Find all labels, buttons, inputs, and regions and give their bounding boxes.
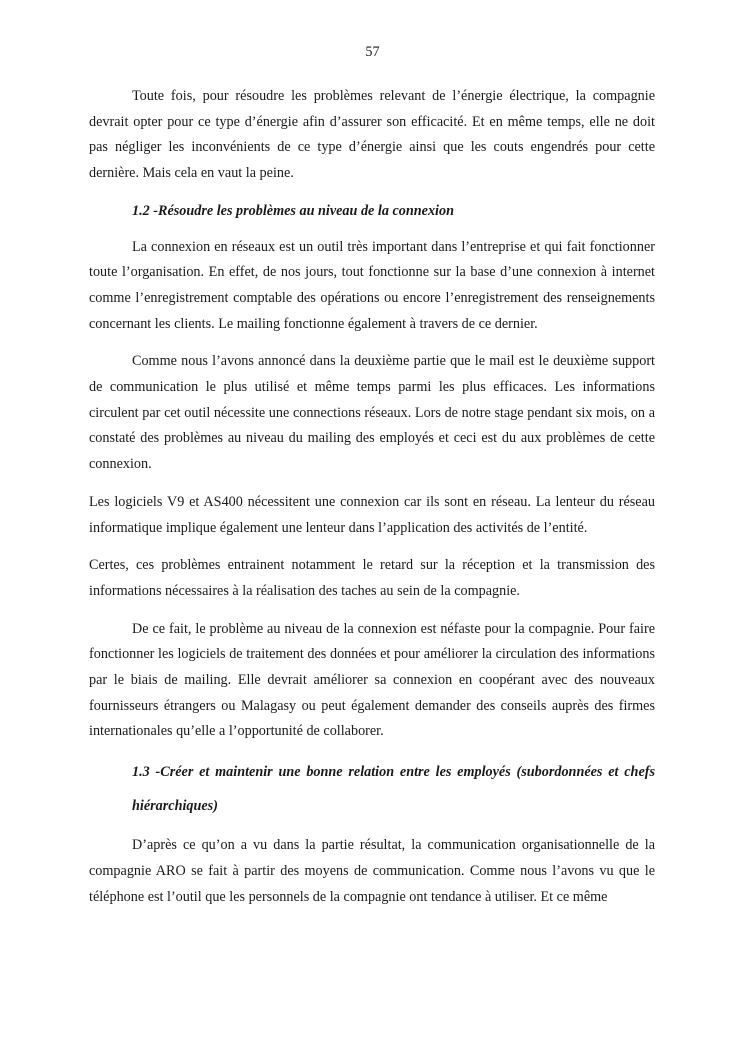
document-body <box>89 84 655 910</box>
paragraph-energy-conclusion: Toute fois, pour résoudre les problèmes relevant de l’énergie électrique, la compagnie devrait opter pour ce type d’énergie afin d’assurer son efficacité. Et en même temps, elle ne doit pas négliger les inconvénients de ce type d’énergie ainsi que les couts engendrés pour cette dernière. Mais cela en vaut la peine. <box>89 88 655 182</box>
paragraph-connection-solution: De ce fait, le problème au niveau de la connexion est néfaste pour la compagnie. Pour faire fonctionner les logiciels de traitement des données et pour améliorer la circulation des informations par le biais de mailing. Elle devrait améliorer sa connexion en coopérant avec des nouveaux fournisseurs étrangers ou Malagasy ou peut également demander des conseils auprès des firmes internationales qu’elle a l’opportunité de collaborer. <box>89 620 655 740</box>
section-heading-1-3: 1.3 -Créer et maintenir une bonne relation entre les employés (subordonnées et chefs hiérarchiques) <box>132 764 655 815</box>
page-number: 57 <box>365 44 380 60</box>
paragraph-software-network: Les logiciels V9 et AS400 nécessitent une connexion car ils sont en réseau. La lenteur du réseau informatique implique également une lenteur dans l’application des activités de l’entité. <box>89 493 655 536</box>
paragraph-network-importance: La connexion en réseaux est un outil très important dans l’entreprise et qui fait fonctionner toute l’organisation. En effet, de nos jours, tout fonctionne sur la base d’une connexion à internet comme l’enregistrement comptable des opérations ou encore l’enregistrement des renseignements concernant les clients. Le mailing fonctionne également à travers de ce dernier. <box>89 238 655 332</box>
paragraph-mail-support: Comme nous l’avons annoncé dans la deuxième partie que le mail est le deuxième support de communication le plus utilisé et même temps parmi les plus efficaces. Les informations circulent par cet outil nécessite une connections réseaux. Lors de notre stage pendant six mois, on a constaté des problèmes au niveau du mailing des employés et ceci est du aux problèmes de cette connexion. <box>89 353 655 473</box>
paragraph-organizational-communication: D’après ce qu’on a vu dans la partie résultat, la communication organisationnelle de la compagnie ARO se fait à partir des moyens de communication. Comme nous l’avons vu que le téléphone est l’outil que les personnels de la compagnie ont tendance à utiliser. Et ce même <box>89 837 655 905</box>
paragraph-delay-problems: Certes, ces problèmes entrainent notamment le retard sur la réception et la transmission des informations nécessaires à la réalisation des taches au sein de la compagnie. <box>89 557 655 599</box>
section-heading-1-2: 1.2 -Résoudre les problèmes au niveau de la connexion <box>132 202 454 219</box>
